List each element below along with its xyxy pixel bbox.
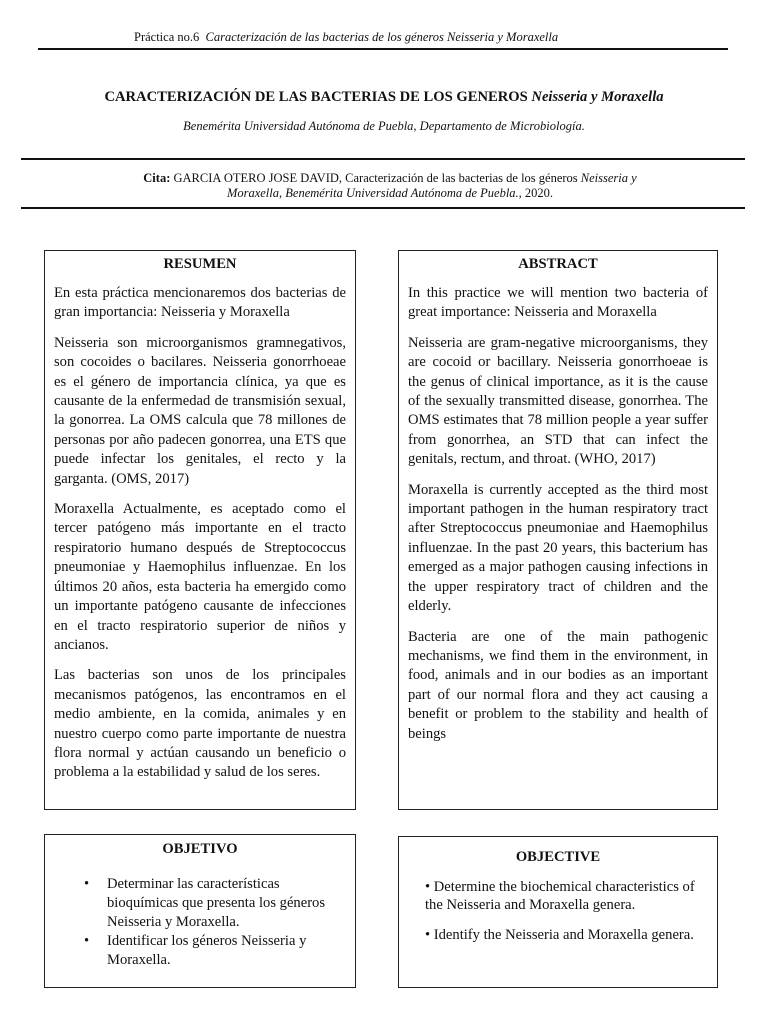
citation (60, 171, 720, 200)
citation-bottom-rule (21, 207, 745, 209)
citation-italic-1: Neisseria y (580, 171, 637, 185)
running-header (134, 30, 558, 45)
bullet-icon: • (84, 876, 90, 892)
objetivo-box (44, 834, 356, 988)
citation-italic-3: Benemérita Universidad Autónoma de Puebla. (282, 185, 519, 200)
objective-heading: OBJECTIVE (515, 849, 601, 865)
objective-box (398, 836, 718, 988)
practice-title: Caracterización de las bacterias de los géneros Neisseria y Moraxella (205, 30, 559, 44)
abstract-paragraph: Bacteria are one of the main pathogenic mechanisms, we find them in the environment, in food, animals and in our bodies as an important part of our normal flora and they act causing a benefit or problem to the stability and health of beings (408, 628, 708, 742)
header-rule (38, 48, 728, 50)
bullet-icon: • (84, 933, 90, 949)
objetivo-item-text: Determinar las características bioquímicas que presenta los géneros Neisseria y Moraxella. (107, 876, 326, 930)
citation-punct: , (279, 185, 283, 200)
title-genera: Neisseria y Moraxella (531, 89, 664, 105)
resumen-paragraph: Las bacterias son unos de los principales mecanismos patógenos, las encontramos en el medio ambiente, en la comida, animales y en nuestro cuerpo como parte importante de nuestra flora normal y actúan causando un beneficio o problema a la estabilidad y salud de los seres. (54, 667, 346, 781)
document-title (0, 89, 768, 106)
citation-italic-2: Moraxella (226, 185, 280, 200)
citation-label: Cita: (143, 171, 171, 185)
resumen-paragraph: Neisseria son microorganismos gramnegativos, son cocoides o bacilares. Neisseria gonorrhoeae es el género de importancia clínica, ya que es causante de la enfermedad de transmisión sexual, la gonorrea. La OMS calcula que 78 millones de personas por año padecen gonorrea, una ETS que puede infectar los genitales, el recto y la garganta. (OMS, 2017) (54, 334, 346, 487)
abstract-paragraph: Neisseria are gram-negative microorganisms, they are cocoid or bacillary. Neisseria gonorrhoeae is the genus of clinical importance, as it is the cause of the sexually transmitted disease, gonorrhea. The OMS estimates that 78 million people a year suffer from gonorrhea, an STD that can infect the genitals, rectum, and throat. (WHO, 2017) (408, 334, 708, 468)
resumen-paragraph: Moraxella Actualmente, es aceptado como el tercer patógeno más importante en el tracto respiratorio humano después de Streptococcus pneumoniae y Haemophilus influenzae. En los últimos 20 años, esta bacteria ha emergido como un importante patógeno causante de infecciones en el tracto respiratorio superior de niños y ancianos. (54, 501, 346, 653)
objective-item: • Determine the biochemical characteristics of the Neisseria and Moraxella genera. (425, 879, 695, 913)
list-item (54, 932, 346, 970)
objetivo-item-text: Identificar los géneros Neisseria y Moraxella. (107, 933, 307, 968)
list-item (54, 875, 346, 932)
affiliation: Benemérita Universidad Autónoma de Puebla, Departamento de Microbiología. (183, 119, 585, 133)
resumen-heading: RESUMEN (163, 256, 237, 272)
objetivo-list (54, 875, 346, 970)
resumen-box (44, 250, 356, 810)
objective-item: • Identify the Neisseria and Moraxella genera. (425, 927, 694, 943)
citation-text-1: GARCIA OTERO JOSE DAVID, Caracterización de las bacterias de los géneros (173, 171, 578, 185)
practice-label: Práctica no.6 (134, 30, 200, 44)
objetivo-heading: OBJETIVO (162, 841, 238, 857)
abstract-heading: ABSTRACT (518, 256, 598, 272)
abstract-box (398, 250, 718, 810)
abstract-paragraph: In this practice we will mention two bacteria of great importance: Neisseria and Moraxella (408, 285, 708, 321)
title-main: CARACTERIZACIÓN DE LAS BACTERIAS DE LOS GENEROS (104, 89, 528, 105)
abstract-paragraph: Moraxella is currently accepted as the third most important pathogen in the human respiratory tract after Streptococcus pneumoniae and Haemophilus influenzae. In the past 20 years, this bacterium has emerged as a major pathogen causing infections in the upper respiratory tract of children and the elderly. (408, 481, 708, 615)
citation-text-2: , 2020. (518, 185, 554, 200)
citation-top-rule (21, 158, 745, 160)
resumen-paragraph: En esta práctica mencionaremos dos bacterias de gran importancia: Neisseria y Moraxella (54, 285, 346, 321)
